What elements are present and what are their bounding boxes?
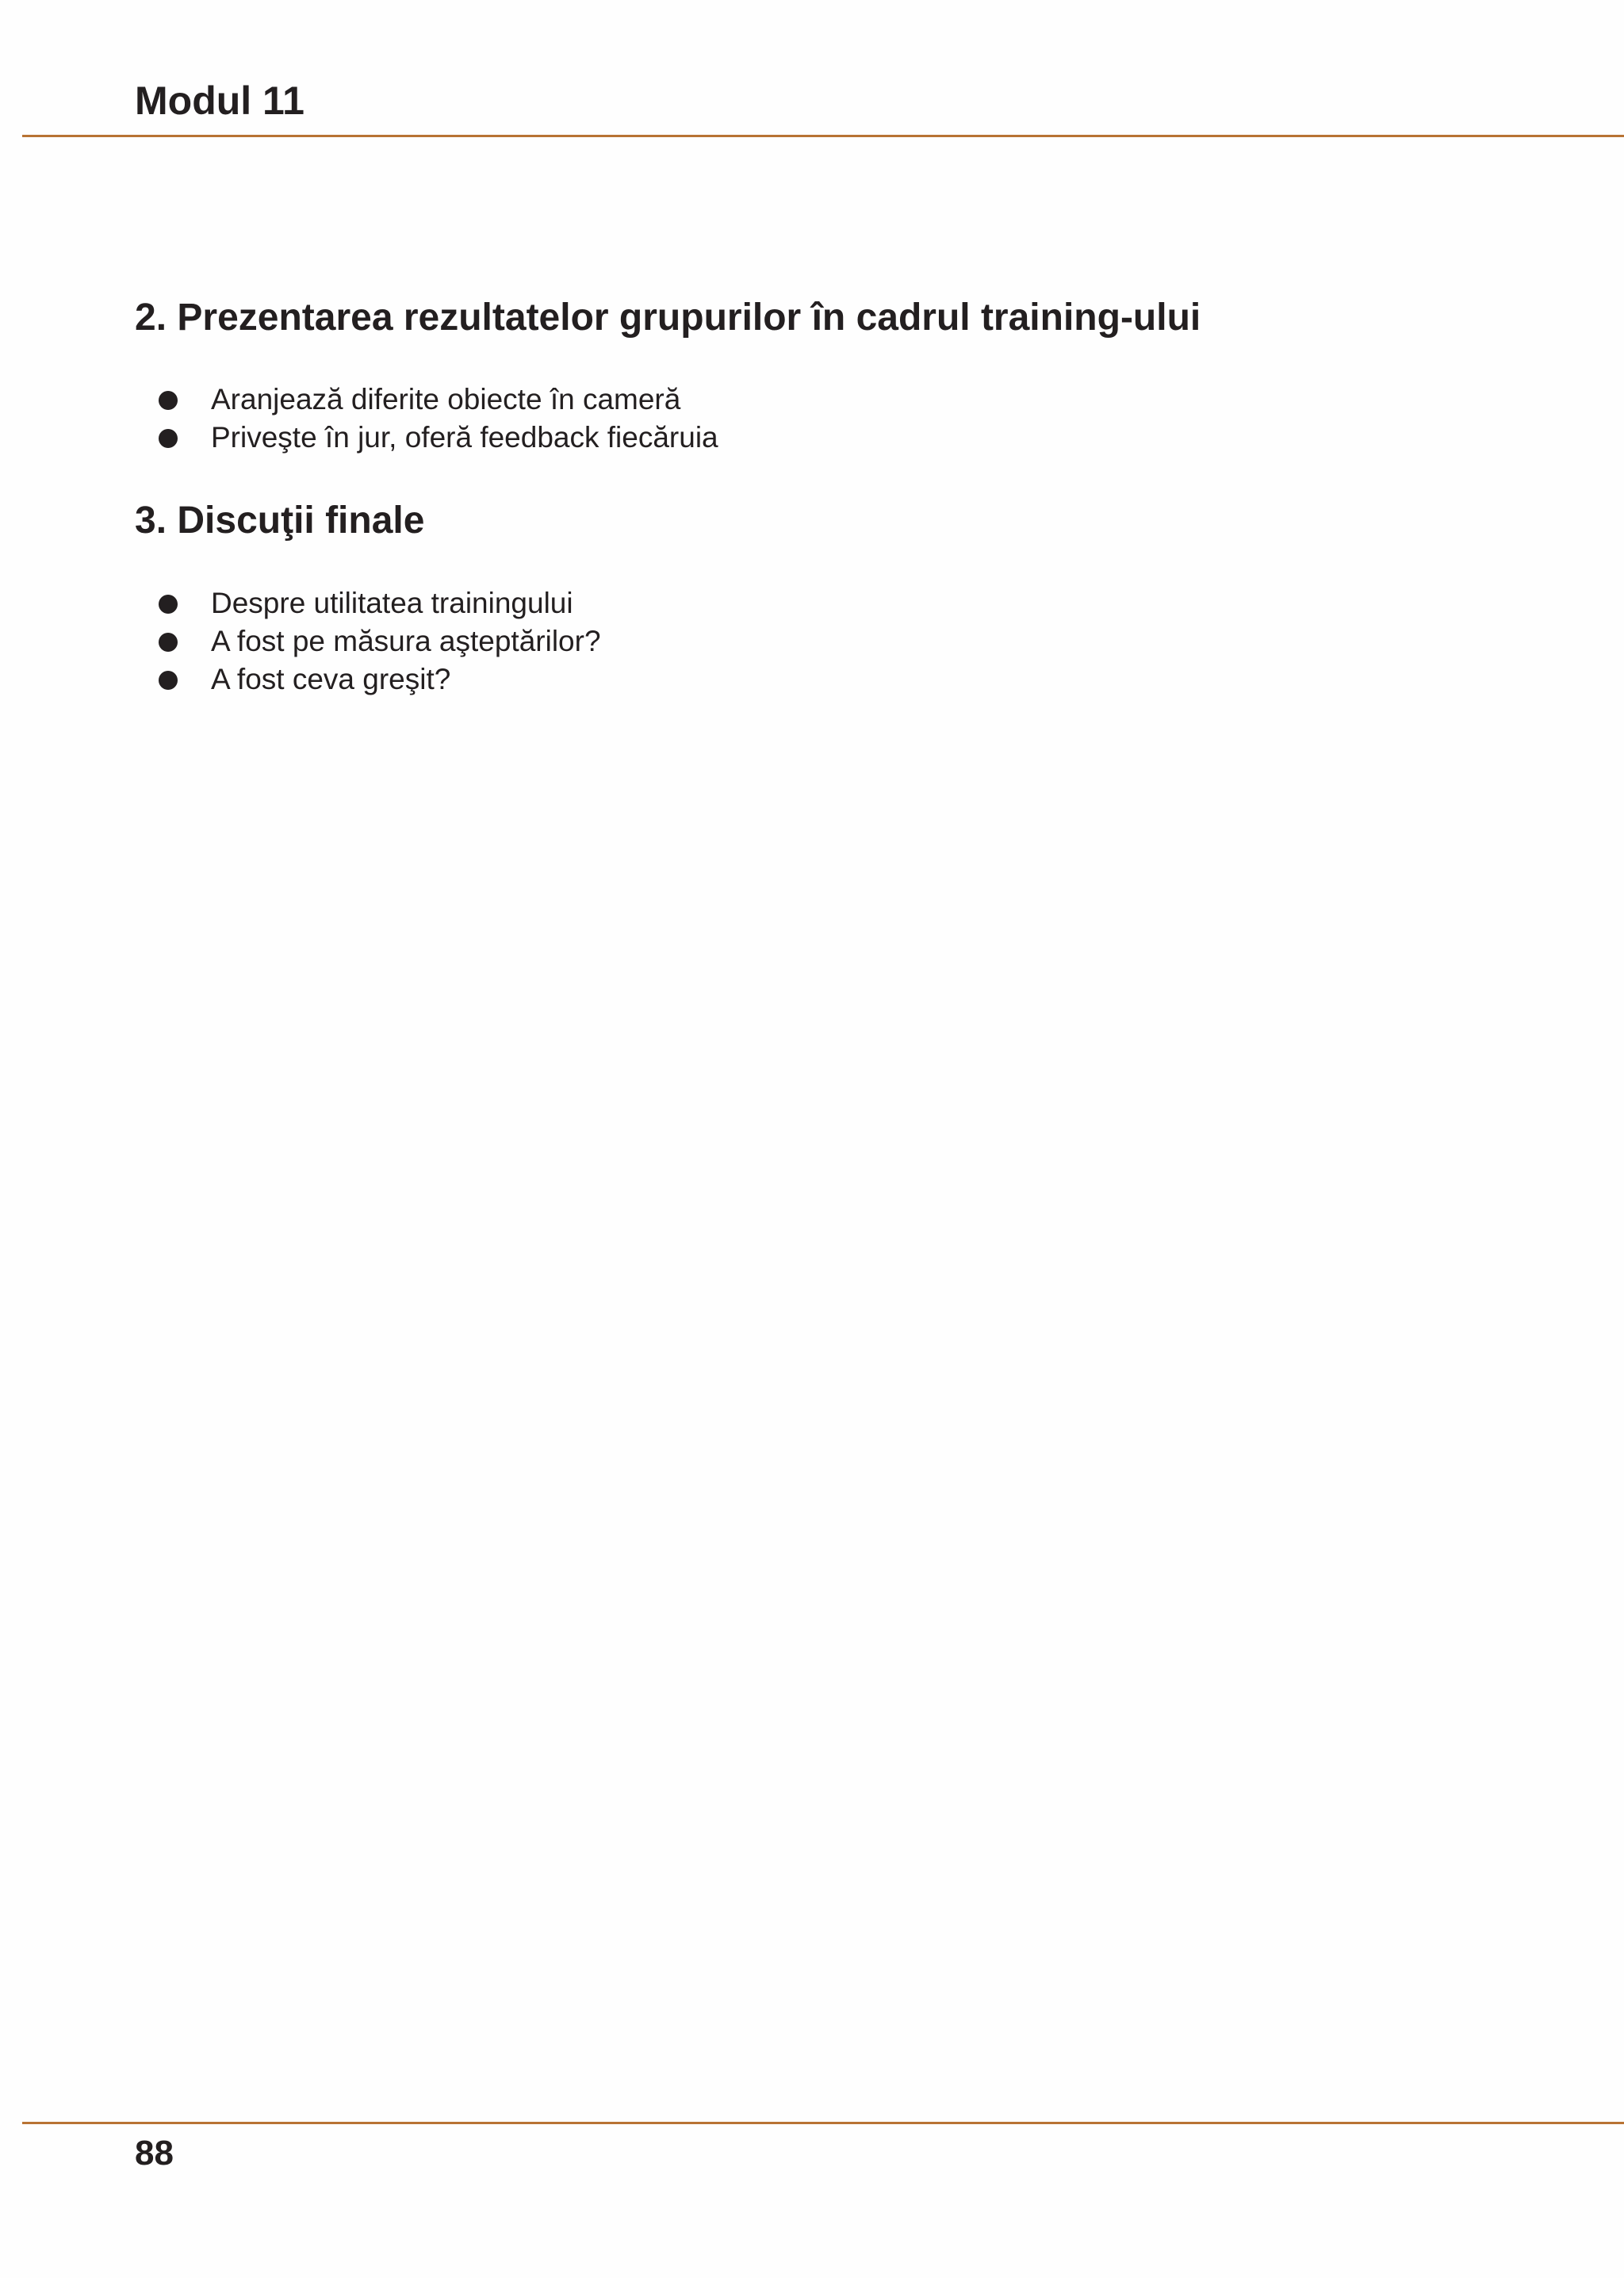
list-item-text: Despre utilitatea trainingului	[211, 587, 573, 619]
footer-divider	[22, 2122, 1624, 2124]
bullet-icon	[159, 671, 178, 690]
module-title: Modul 11	[135, 78, 304, 123]
page-number: 88	[135, 2134, 174, 2173]
list-item-text: Aranjează diferite obiecte în cameră	[211, 383, 681, 415]
list-item-text: A fost pe măsura aşteptărilor?	[211, 625, 601, 657]
bullet-icon	[159, 429, 178, 448]
bullet-icon	[159, 391, 178, 410]
header-divider	[22, 135, 1624, 137]
section-title-presentation: 2. Prezentarea rezultatelor grupurilor în cadrul training-ului	[135, 297, 1201, 339]
section-title-final-discussions: 3. Discuţii finale	[135, 500, 425, 542]
list-item-text: A fost ceva greşit?	[211, 663, 451, 695]
bullet-icon	[159, 633, 178, 652]
bullet-icon	[159, 595, 178, 614]
list-item-text: Priveşte în jur, oferă feedback fiecăruia	[211, 421, 718, 454]
